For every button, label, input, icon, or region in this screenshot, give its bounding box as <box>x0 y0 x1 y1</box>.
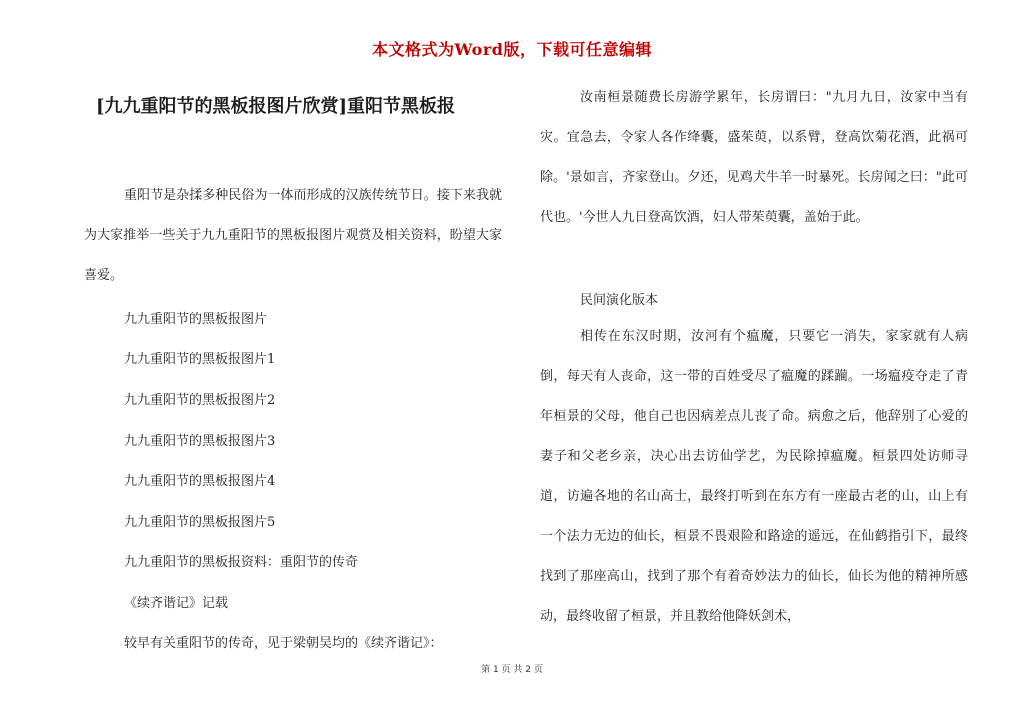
list-item: 九九重阳节的黑板报图片2 <box>124 393 276 408</box>
list-item: 九九重阳节的黑板报图片1 <box>124 352 276 367</box>
list-item: 《续齐谐记》记载 <box>124 596 229 611</box>
document-title: [九九重阳节的黑板报图片欣赏]重阳节黑板报 <box>96 96 456 117</box>
word-banner: 本文格式为Word版，下载可任意编辑 <box>372 40 652 59</box>
page-number: 第 1 页 共 2 页 <box>481 665 543 675</box>
legend-paragraph: 汝南桓景随费长房游学累年，长房谓曰："九月九日，汝家中当有灾。宜急去，令家人各作绛囊，盛茱萸，以系臂，登高饮菊花酒，此祸可除。'景如言，齐家登山。夕还，见鸡犬牛羊一时暴死。长房闻之曰："此可代也。'今世人九日登高饮酒，妇人带茱萸囊，盖始于此。 <box>540 90 968 225</box>
section-heading: 民间演化版本 <box>580 293 659 308</box>
list-item: 九九重阳节的黑板报图片5 <box>124 515 276 530</box>
list-item: 九九重阳节的黑板报图片 <box>124 312 268 327</box>
list-item: 较早有关重阳节的传奇，见于梁朝吴均的《续齐谐记》： <box>124 636 443 651</box>
list-item: 九九重阳节的黑板报图片4 <box>124 474 276 489</box>
story-paragraph: 相传在东汉时期，汝河有个瘟魔，只要它一消失，家家就有人病倒，每天有人丧命，这一带的百姓受尽了瘟魔的蹂躏。一场瘟疫夺走了青年桓景的父母，他自己也因病差点儿丧了命。病愈之后，他辞别了心爱的妻子和父老乡亲，决心出去访仙学艺，为民除掉瘟魔。桓景四处访师寻道，访遍各地的名山高士，最终打听到在东方有一座最古老的山，山上有一个法力无边的仙长，桓景不畏艰险和路途的遥远，在仙鹤指引下，最终找到了那座高山，找到了那个有着奇妙法力的仙长，仙长为他的精神所感动，最终收留了桓景，并且教给他降妖剑术， <box>540 329 968 624</box>
intro-paragraph: 重阳节是杂揉多种民俗为一体而形成的汉族传统节日。接下来我就为大家推举一些关于九九重阳节的黑板报图片观赏及相关资料，盼望大家喜爱。 <box>84 188 502 283</box>
list-item: 九九重阳节的黑板报图片3 <box>124 434 276 449</box>
list-item: 九九重阳节的黑板报资料：重阳节的传奇 <box>124 555 359 570</box>
